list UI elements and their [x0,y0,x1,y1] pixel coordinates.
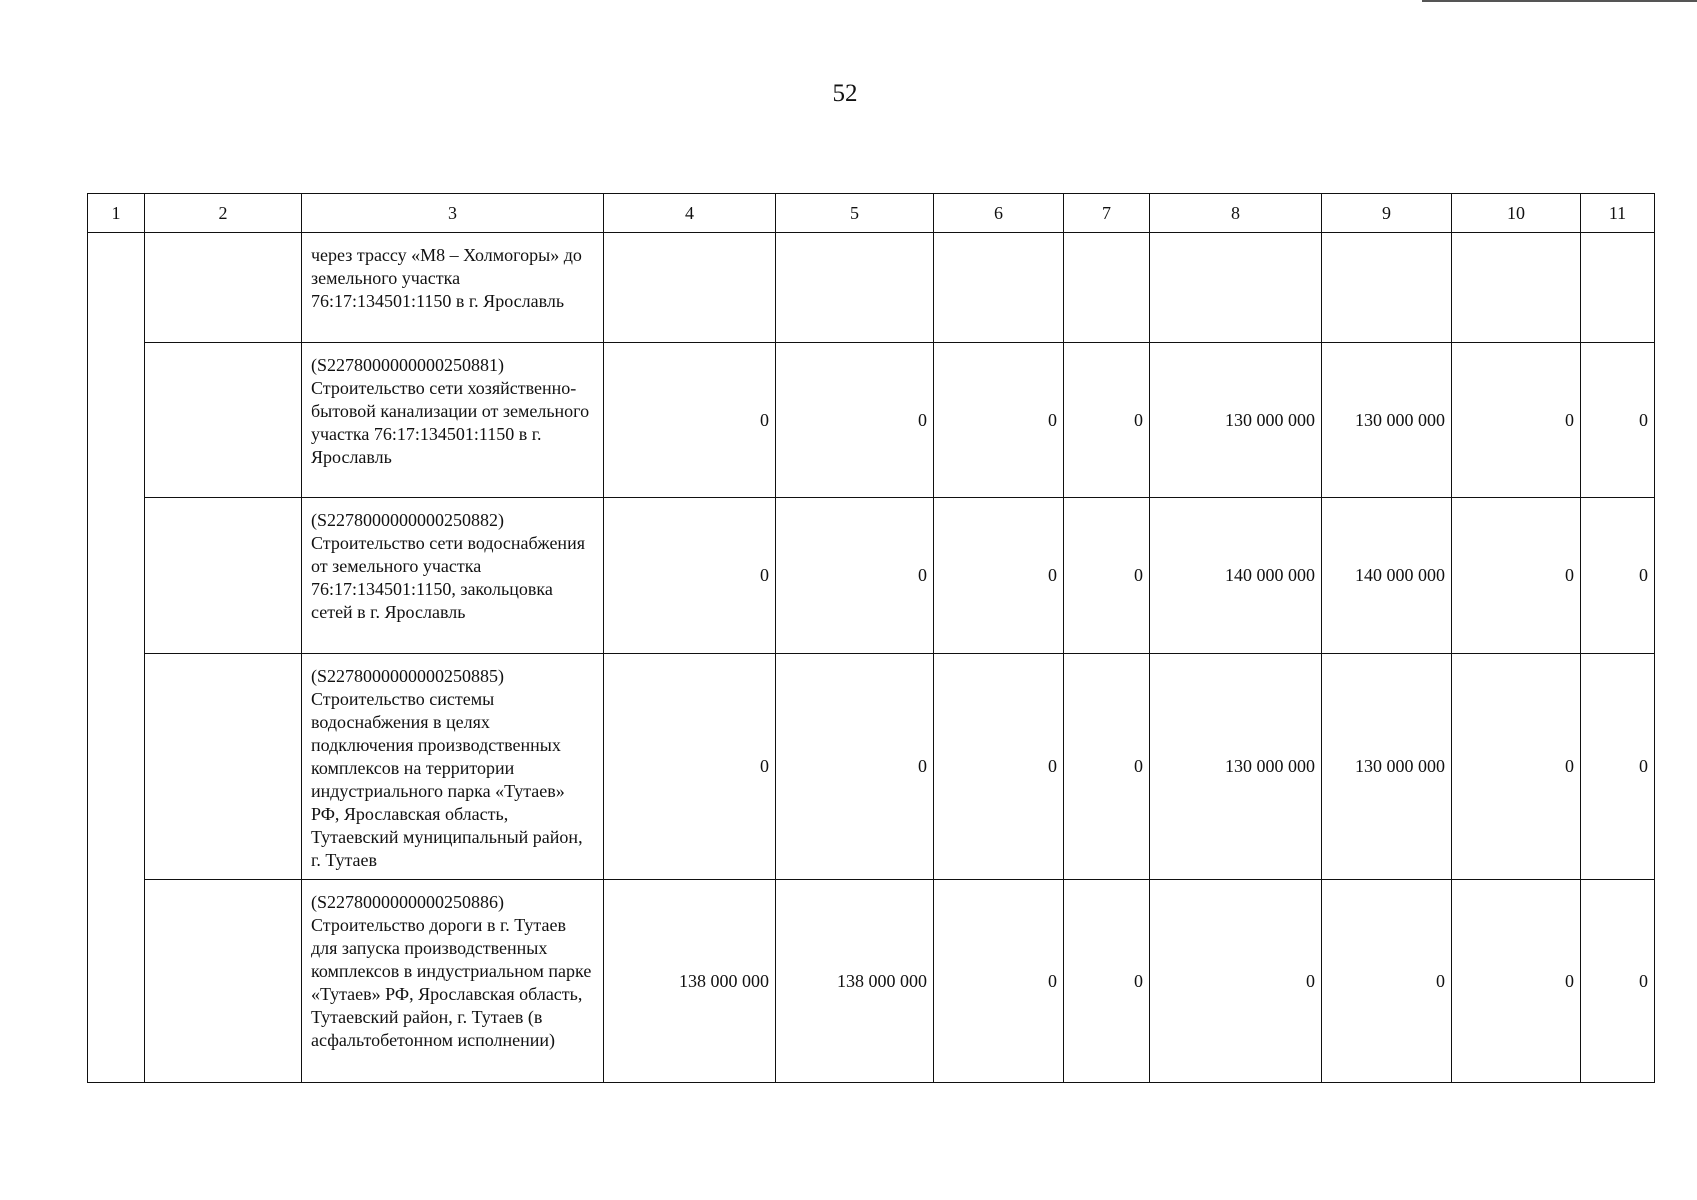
table-row [88,498,1655,654]
cell-value: 0 [776,654,934,880]
cell-value: 138 000 000 [604,880,776,1083]
cell-value: 0 [1581,498,1655,654]
cell-value: 0 [1322,880,1452,1083]
column-header: 1 [88,194,145,233]
cell-col1 [88,233,145,1083]
cell-value: 0 [776,498,934,654]
cell-description: через трассу «М8 – Холмогоры» до земельного участка 76:17:134501:1150 в г. Ярославль [302,233,604,343]
cell-description: (S2278000000000250886) Строительство дороги в г. Тутаев для запуска производственных комплексов в индустриальном парке «Тутаев» РФ, Ярославская область, Тутаевский район, г. Тутаев (в асфальтобетонном исполнении) [302,880,604,1083]
column-header: 8 [1150,194,1322,233]
cell-col2 [145,233,302,343]
cell-value: 0 [776,343,934,498]
cell-value [776,233,934,343]
cell-value [1322,233,1452,343]
cell-value [1064,233,1150,343]
cell-value: 0 [1064,498,1150,654]
header-row [88,194,1655,233]
cell-value: 0 [604,654,776,880]
column-header: 10 [1452,194,1581,233]
cell-value: 130 000 000 [1322,343,1452,498]
cell-col2 [145,498,302,654]
cell-description: (S2278000000000250881) Строительство сети хозяйственно-бытовой канализации от земельного участка 76:17:134501:1150 в г. Ярославль [302,343,604,498]
table-row [88,880,1655,1083]
column-header: 4 [604,194,776,233]
cell-value: 0 [1581,343,1655,498]
cell-col2 [145,880,302,1083]
cell-value: 0 [1064,880,1150,1083]
column-header: 3 [302,194,604,233]
cell-col2 [145,343,302,498]
scan-edge-line [1422,0,1697,2]
cell-value: 130 000 000 [1322,654,1452,880]
cell-description: (S2278000000000250885) Строительство системы водоснабжения в целях подключения производственных комплексов на территории индустриального парка «Тутаев» РФ, Ярославская область, Тутаевский муниципальный район, г. Тутаев [302,654,604,880]
cell-value [1452,233,1581,343]
page-number: 52 [832,80,858,107]
cell-value: 0 [934,880,1064,1083]
cell-description: (S2278000000000250882) Строительство сети водоснабжения от земельного участка 76:17:134501:1150, закольцовка сетей в г. Ярославль [302,498,604,654]
cell-value: 140 000 000 [1150,498,1322,654]
column-header: 9 [1322,194,1452,233]
cell-value: 0 [934,343,1064,498]
cell-value: 0 [934,654,1064,880]
cell-value [1581,233,1655,343]
cell-value: 130 000 000 [1150,343,1322,498]
cell-value: 0 [1150,880,1322,1083]
cell-col2 [145,654,302,880]
cell-value: 0 [1064,343,1150,498]
cell-value [1150,233,1322,343]
cell-value: 0 [1581,880,1655,1083]
cell-value: 0 [604,498,776,654]
budget-table [87,193,1655,1083]
cell-value: 0 [1064,654,1150,880]
cell-value [604,233,776,343]
cell-value: 0 [1452,498,1581,654]
cell-value: 0 [604,343,776,498]
column-header: 7 [1064,194,1150,233]
cell-value [934,233,1064,343]
table-row [88,343,1655,498]
table-row [88,233,1655,343]
cell-value: 0 [1452,880,1581,1083]
column-header: 2 [145,194,302,233]
column-header: 5 [776,194,934,233]
cell-value: 0 [1581,654,1655,880]
cell-value: 0 [934,498,1064,654]
column-header: 6 [934,194,1064,233]
cell-value: 130 000 000 [1150,654,1322,880]
cell-value: 0 [1452,654,1581,880]
cell-value: 138 000 000 [776,880,934,1083]
cell-value: 0 [1452,343,1581,498]
column-header: 11 [1581,194,1655,233]
cell-value: 140 000 000 [1322,498,1452,654]
table-row [88,654,1655,880]
